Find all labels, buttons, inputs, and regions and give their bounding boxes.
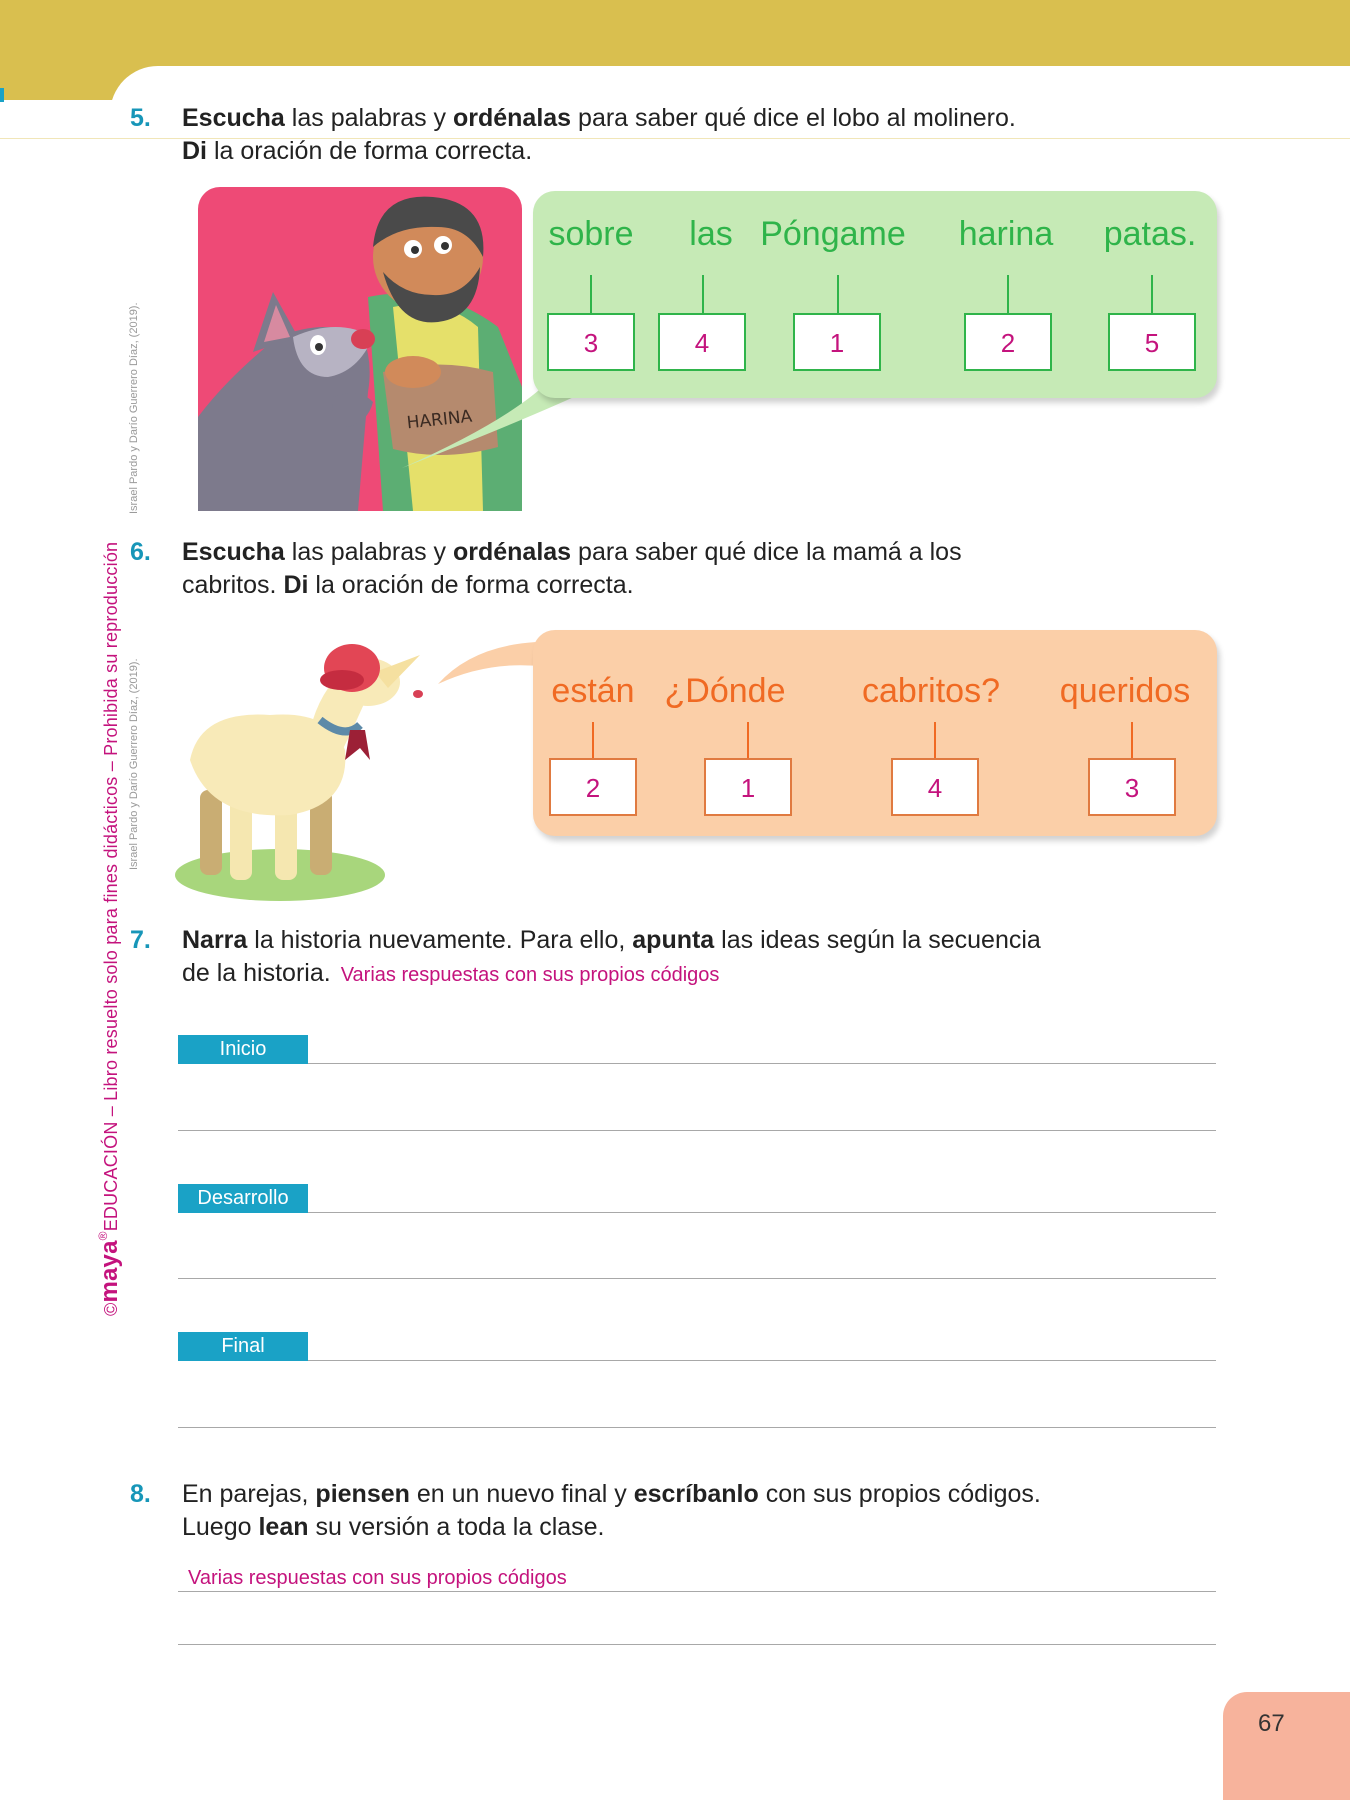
word-patas: patas. (1103, 215, 1197, 253)
word-pongame: Póngame (760, 215, 906, 253)
connector-line (1151, 275, 1153, 313)
question-text (182, 102, 1230, 168)
question-number: 6. (130, 538, 151, 566)
question-text (182, 1478, 1230, 1544)
instruction-verb: ordénalas (452, 538, 572, 566)
instruction-verb: piensen (315, 1480, 410, 1508)
instruction-verb: Escucha (182, 104, 285, 132)
page-number: 67 (1258, 1710, 1285, 1737)
brand-logo-text: maya (96, 1240, 123, 1303)
instruction-text: cabritos. (182, 571, 284, 599)
copyright-text: EDUCACIÓN – Libro resuelto solo para fines didácticos – Prohibida su reproducción (101, 541, 121, 1232)
order-box[interactable]: 1 (793, 313, 881, 371)
question-8 (130, 1478, 1230, 1544)
question-text (182, 536, 1230, 602)
order-box[interactable]: 3 (547, 313, 635, 371)
writing-line[interactable] (178, 1130, 1216, 1131)
word-sobre: sobre (548, 215, 634, 253)
answer-note: Varias respuestas con sus propios códigos (188, 1567, 567, 1589)
writing-line[interactable] (178, 1644, 1216, 1645)
registered-mark: ® (96, 1231, 110, 1241)
connector-line (1007, 275, 1009, 313)
instruction-text: Luego (182, 1513, 259, 1541)
instruction-verb: apunta (632, 926, 715, 954)
instruction-text: su versión a toda la clase. (308, 1513, 605, 1541)
writing-line[interactable] (308, 1063, 1216, 1064)
order-box[interactable]: 3 (1088, 758, 1176, 816)
sack-label: HARINA (405, 406, 474, 434)
instruction-verb: Di (283, 571, 309, 599)
order-box[interactable]: 5 (1108, 313, 1196, 371)
copyright-symbol: © (101, 1302, 121, 1316)
answer-note: Varias respuestas con sus propios códigos (340, 964, 720, 986)
image-credit-1: Israel Pardo y Darío Guerrero Díaz, (2019). (128, 302, 140, 514)
instruction-verb: Di (182, 137, 207, 165)
connector-line (590, 275, 592, 313)
instruction-text: en un nuevo final y (409, 1480, 634, 1508)
instruction-verb: lean (258, 1513, 309, 1541)
connector-line (702, 275, 704, 313)
instruction-text: la oración de forma correcta. (207, 137, 533, 165)
header-blue-mark (0, 88, 4, 102)
instruction-text: En parejas, (182, 1480, 316, 1508)
word-queridos: queridos (1059, 672, 1191, 710)
instruction-text: la oración de forma correcta. (308, 571, 634, 599)
word-donde: ¿Dónde (664, 672, 786, 710)
writing-line[interactable] (308, 1360, 1216, 1361)
writing-line[interactable] (178, 1591, 1216, 1592)
instruction-text: las palabras y (284, 104, 453, 132)
section-tag-inicio: Inicio (178, 1035, 308, 1064)
writing-line[interactable] (178, 1427, 1216, 1428)
instruction-verb: escríbanlo (633, 1480, 759, 1508)
section-tag-desarrollo: Desarrollo (178, 1184, 308, 1213)
question-number: 7. (130, 926, 151, 954)
instruction-verb: Escucha (182, 538, 285, 566)
order-box[interactable]: 2 (549, 758, 637, 816)
connector-line (934, 722, 936, 760)
connector-line (837, 275, 839, 313)
goat-mother-illustration (170, 630, 440, 905)
instruction-text: para saber qué dice el lobo al molinero. (571, 104, 1016, 132)
connector-line (1131, 722, 1133, 760)
instruction-verb: ordénalas (452, 104, 572, 132)
instruction-text: para saber qué dice la mamá a los (571, 538, 962, 566)
copyright-sidebar (96, 476, 124, 1316)
writing-line[interactable] (308, 1212, 1216, 1213)
question-number: 5. (130, 104, 151, 132)
instruction-text: con sus propios códigos. (758, 1480, 1041, 1508)
writing-line[interactable] (178, 1278, 1216, 1279)
instruction-text: de la historia. (182, 959, 331, 987)
order-box[interactable]: 1 (704, 758, 792, 816)
connector-line (747, 722, 749, 760)
question-5 (130, 102, 1230, 168)
image-credit-2: Israel Pardo y Darío Guerrero Díaz, (2019). (128, 658, 140, 870)
word-cabritos: cabritos? (862, 672, 1000, 710)
question-7 (130, 924, 1250, 992)
word-bubble-q5 (533, 191, 1217, 398)
question-text (182, 924, 1250, 992)
word-harina: harina (958, 215, 1054, 253)
instruction-verb: Narra (182, 926, 248, 954)
instruction-text: las palabras y (284, 538, 453, 566)
question-number: 8. (130, 1480, 151, 1508)
order-box[interactable]: 4 (658, 313, 746, 371)
question-6 (130, 536, 1230, 602)
order-box[interactable]: 4 (891, 758, 979, 816)
order-box[interactable]: 2 (964, 313, 1052, 371)
word-las: las (689, 215, 733, 253)
word-bubble-q6 (533, 630, 1217, 836)
word-estan: están (551, 672, 635, 710)
instruction-text: las ideas según la secuencia (714, 926, 1041, 954)
section-tag-final: Final (178, 1332, 308, 1361)
instruction-text: la historia nuevamente. Para ello, (247, 926, 633, 954)
page-number-tab (1223, 1692, 1350, 1800)
connector-line (592, 722, 594, 760)
